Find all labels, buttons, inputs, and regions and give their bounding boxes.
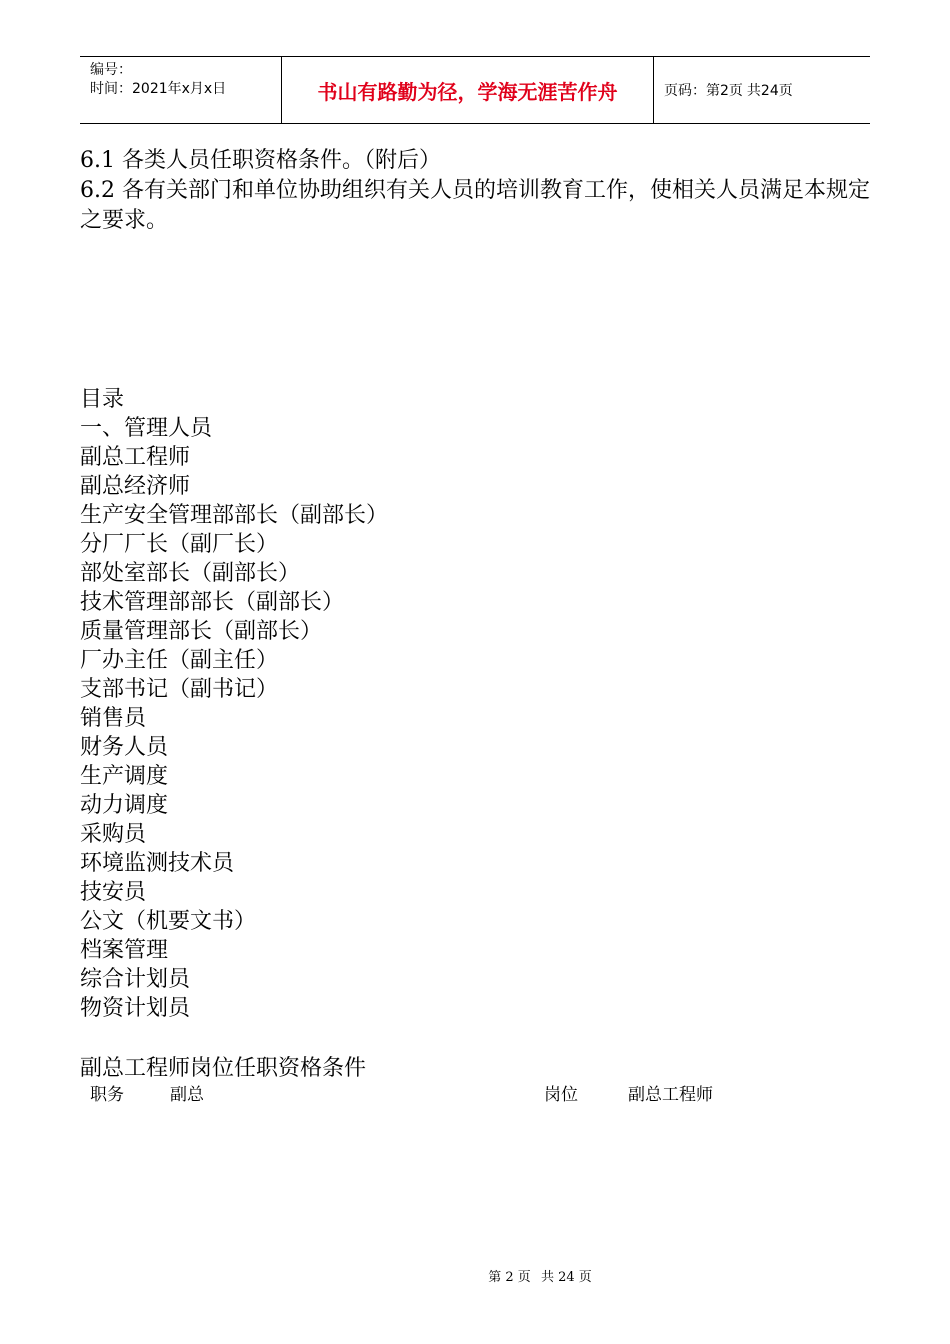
intro-paragraph: 6.1 各类人员任职资格条件。（附后）: [80, 148, 441, 173]
header-page-info: [654, 57, 870, 123]
toc-item: 生产安全管理部部长（副部长）: [80, 503, 389, 528]
toc-item: 部处室部长（副部长）: [80, 561, 301, 586]
position-info-row: [90, 1083, 790, 1107]
toc-item: 环境监测技术员: [80, 851, 235, 876]
toc-item: 技术管理部部长（副部长）: [80, 590, 345, 615]
post-label: 岗位: [544, 1085, 578, 1105]
doc-number-label: 编号：: [90, 62, 132, 78]
toc-item: 财务人员: [80, 735, 169, 760]
header-meta: [80, 57, 282, 123]
page-footer: [0, 1268, 950, 1288]
intro-text: [80, 146, 875, 236]
post-value: 副总工程师: [628, 1085, 713, 1105]
section-title: 副总工程师岗位任职资格条件: [80, 1056, 367, 1081]
toc-item: 副总经济师: [80, 474, 191, 499]
toc-item: 公文（机要文书）: [80, 909, 257, 934]
header-total-label: 共24页: [746, 83, 793, 99]
toc-item: 分厂厂长（副厂长）: [80, 532, 279, 557]
footer-total-pages: 共 24 页: [540, 1270, 592, 1285]
toc-item: 物资计划员: [80, 996, 191, 1021]
toc-title: 目录: [80, 387, 125, 412]
header-motto: 书山有路勤为径，学海无涯苦作舟: [282, 57, 654, 123]
intro-paragraph: 6.2 各有关部门和单位协助组织有关人员的培训教育工作，使相关人员满足本规定之要求。: [80, 178, 870, 233]
toc-item: 采购员: [80, 822, 147, 847]
toc-item: 档案管理: [80, 938, 169, 963]
toc-item: 综合计划员: [80, 967, 191, 992]
toc-item: 生产调度: [80, 764, 169, 789]
toc-item: 副总工程师: [80, 445, 191, 470]
toc-item: 销售员: [80, 706, 147, 731]
toc-item: 技安员: [80, 880, 147, 905]
table-of-contents: [80, 385, 780, 1023]
toc-item: 动力调度: [80, 793, 169, 818]
page-header: [80, 56, 870, 124]
doc-time-label: 时间：2021年x月x日: [90, 81, 227, 97]
footer-page-number: 第 2 页: [488, 1270, 531, 1285]
duty-value: 副总: [170, 1085, 204, 1105]
header-page-label: 页码：第2页: [664, 83, 743, 99]
toc-item: 支部书记（副书记）: [80, 677, 279, 702]
toc-item: 厂办主任（副主任）: [80, 648, 279, 673]
duty-label: 职务: [90, 1085, 124, 1105]
toc-item: 质量管理部长（副部长）: [80, 619, 323, 644]
toc-item: 一、管理人员: [80, 416, 213, 441]
